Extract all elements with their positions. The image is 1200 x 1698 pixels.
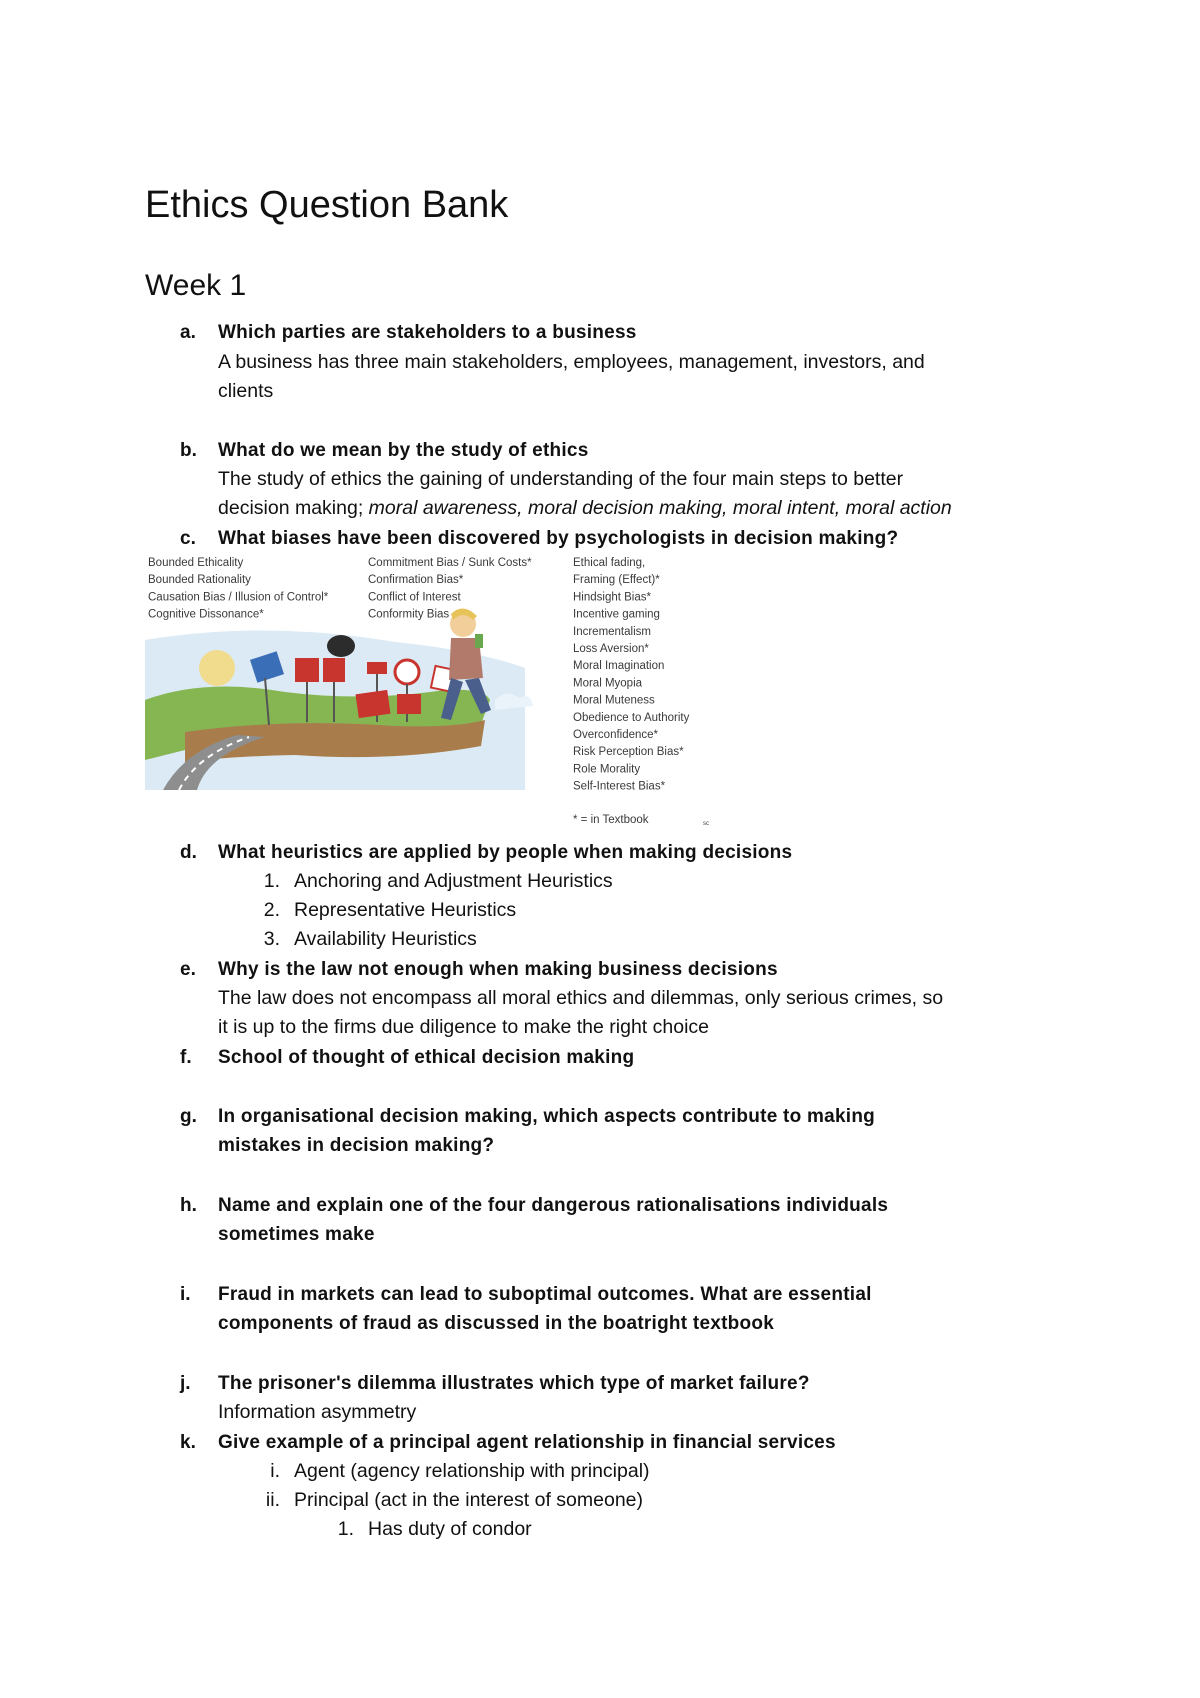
document-title: Ethics Question Bank: [145, 184, 509, 226]
question-marker: e.: [180, 959, 196, 980]
list-number: i.: [270, 1460, 280, 1482]
sign-red-1: [295, 658, 319, 682]
question-marker: f.: [180, 1047, 192, 1068]
answer-italic: moral awareness, moral decision making, moral intent, moral action: [368, 497, 952, 519]
cartoon-scene: [145, 608, 533, 790]
list-number: 3.: [263, 928, 280, 950]
sign-mom: [397, 694, 421, 714]
bias-label: Incrementalism: [573, 625, 651, 638]
list-text: Agent (agency relationship with principal): [294, 1460, 650, 1482]
bias-label: Incentive gaming: [573, 608, 660, 621]
figure-footnote: * = in Textbook: [573, 814, 649, 826]
bias-label: Loss Aversion*: [573, 643, 649, 655]
sign-budget-cut: [355, 690, 390, 718]
biases-illustration: [145, 550, 715, 835]
cloud-shape: [495, 693, 533, 710]
list-item: [242, 925, 477, 954]
bias-label: Causation Bias / Illusion of Control*: [148, 591, 329, 604]
question-marker: d.: [180, 842, 197, 863]
sun-shape: [199, 650, 235, 686]
bias-label: Conformity Bias: [368, 608, 450, 621]
list-text: Representative Heuristics: [294, 899, 517, 921]
bias-label: Bounded Ethicality: [148, 557, 244, 569]
list-text: Has duty of condor: [368, 1518, 532, 1540]
bias-label: Ethical fading,: [573, 557, 646, 569]
question-text: Give example of a principal agent relationship in financial services: [218, 1432, 836, 1453]
answer-line: The study of ethics the gaining of understanding of the four main steps to better: [218, 468, 904, 490]
bias-label: Role Morality: [573, 763, 641, 776]
list-text: Anchoring and Adjustment Heuristics: [294, 870, 613, 892]
answer-line: Information asymmetry: [218, 1401, 417, 1423]
person-phone: [475, 634, 483, 648]
bird-shape: [327, 635, 355, 657]
question-text-line: Name and explain one of the four dangerous rationalisations individuals: [218, 1195, 889, 1216]
bias-label: Moral Imagination: [573, 660, 665, 673]
question-text: What do we mean by the study of ethics: [218, 440, 589, 461]
sign-stop: [323, 658, 345, 682]
bias-label: Moral Muteness: [573, 694, 655, 707]
question-marker: c.: [180, 528, 196, 549]
bias-label: Obedience to Authority: [573, 711, 690, 724]
question-marker: j.: [180, 1373, 191, 1394]
bias-label: Framing (Effect)*: [573, 574, 660, 587]
question-text: What heuristics are applied by people when making decisions: [218, 842, 793, 863]
question-marker: h.: [180, 1195, 197, 1216]
question-marker: a.: [180, 322, 196, 343]
answer-line: it is up to the firms due diligence to make the right choice: [218, 1016, 710, 1038]
bias-column-1: [148, 557, 329, 621]
question-text: Why is the law not enough when making business decisions: [218, 959, 778, 980]
list-item: [242, 896, 516, 925]
question-text-line: mistakes in decision making?: [218, 1135, 495, 1156]
list-number: 1.: [337, 1518, 354, 1540]
bias-label: Confirmation Bias*: [368, 574, 464, 587]
question-text-line: components of fraud as discussed in the boatright textbook: [218, 1313, 775, 1334]
bias-label: Self-Interest Bias*: [573, 780, 666, 793]
bias-label: Moral Myopia: [573, 677, 643, 690]
figure-mark: sc: [703, 821, 709, 827]
answer-line: The law does not encompass all moral ethics and dilemmas, only serious crimes, so: [218, 987, 944, 1009]
list-item: [240, 1457, 650, 1486]
answer-line: [218, 494, 1078, 523]
answer-plain: decision making;: [218, 497, 369, 519]
bias-label: Risk Perception Bias*: [573, 746, 684, 759]
question-text: The prisoner's dilemma illustrates which type of market failure?: [218, 1373, 810, 1394]
bias-column-2: [368, 557, 532, 621]
question-marker: k.: [180, 1432, 196, 1453]
list-text: Availability Heuristics: [294, 928, 477, 950]
sign-exit: [367, 662, 387, 674]
list-number: ii.: [265, 1489, 280, 1511]
list-text: Principal (act in the interest of someone): [294, 1489, 644, 1511]
bias-column-3: [573, 557, 690, 793]
question-text-line: sometimes make: [218, 1224, 375, 1245]
question-marker: i.: [180, 1284, 191, 1305]
question-text: School of thought of ethical decision making: [218, 1047, 635, 1068]
answer-line: clients: [218, 380, 274, 402]
list-item: [240, 1486, 643, 1515]
sign-no: [395, 660, 419, 684]
bias-label: Overconfidence*: [573, 729, 659, 741]
sub-list-item: [316, 1515, 532, 1544]
answer-line: A business has three main stakeholders, employees, management, investors, and: [218, 351, 925, 373]
bias-label: Conflict of Interest: [368, 591, 461, 604]
bias-label: Commitment Bias / Sunk Costs*: [368, 557, 532, 569]
bias-label: Cognitive Dissonance*: [148, 608, 264, 621]
list-number: 2.: [263, 899, 280, 921]
question-text: What biases have been discovered by psychologists in decision making?: [218, 528, 899, 549]
list-number: 1.: [263, 870, 280, 892]
question-marker: g.: [180, 1106, 197, 1127]
section-heading-week-1: Week 1: [145, 269, 247, 302]
question-text-line: Fraud in markets can lead to suboptimal outcomes. What are essential: [218, 1284, 872, 1305]
bias-label: Hindsight Bias*: [573, 591, 651, 604]
question-text: Which parties are stakeholders to a business: [218, 322, 637, 343]
question-text-line: In organisational decision making, which aspects contribute to making: [218, 1106, 876, 1127]
bias-label: Bounded Rationality: [148, 574, 251, 587]
question-marker: b.: [180, 440, 197, 461]
list-item: [242, 867, 613, 896]
